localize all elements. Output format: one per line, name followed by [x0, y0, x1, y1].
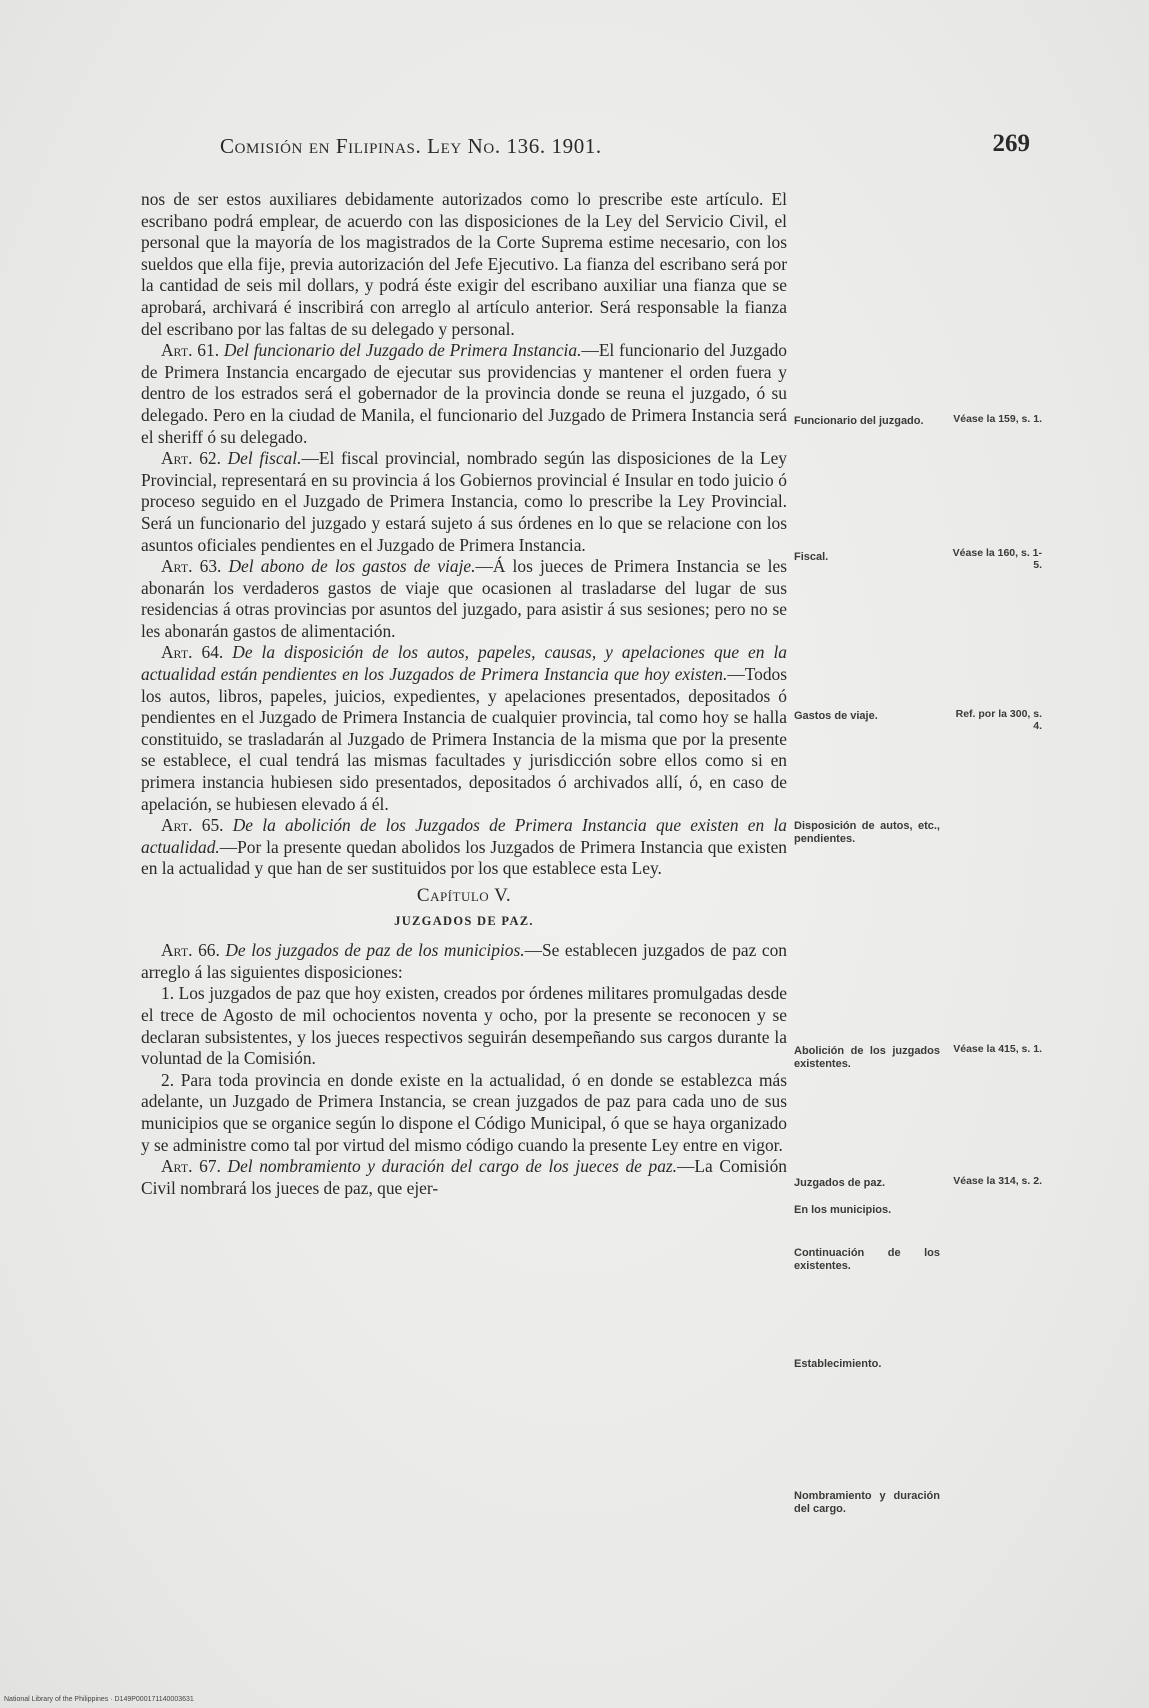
- chapter-heading: Capítulo V.: [416, 885, 512, 906]
- article-text: —El funcionario del Juzgado de Primera Instancia encargado de ejecutar sus providencias y mantener el orden fuera y dentro de los estrados será el gobernador de la provincia donde se reuna el juzgado, ó su delegado. Pero en la ciudad de Manila, el funcionario del Juzgado de Primera Instancia será el sheriff ó su delegado.: [141, 340, 787, 447]
- article-title: De los juzgados de paz de los municipios.: [225, 940, 525, 961]
- list-item-2: 2. Para toda provincia en donde existe en la actualidad, ó en donde se establezca más adelante, un Juzgado de Primera Instancia, se crean juzgados de paz para cada uno de sus municipios que se organice según lo dispone el Código Municipal, ó que se haya organizado y se administre como tal por virtud del mismo código cuando la presente Ley entre en vigor.: [141, 1069, 787, 1155]
- article-text: —Todos los autos, libros, papeles, juicios, expedientes, y apelaciones presentados, depositados ó pendientes en el Juzgado de Primera Instancia de cualquier provincia, tal como hoy se halla constituido, se trasladarán al Juzgado de Primera Instancia de la misma que por la presente se establece, el cual tendrá las mismas facultades y jurisdicción sobre ellos como si en primera instancia hubiesen sido presentados, depositados ó archivados allí, ó, en caso de apelación, se hubiesen elevado á él.: [141, 664, 787, 814]
- article-number: Art. 62.: [161, 448, 221, 469]
- reference-note: Véase la 314, s. 2.: [953, 1175, 1042, 1187]
- margin-note-gastos: Gastos de viaje.: [794, 710, 878, 722]
- reference-note: Véase la 415, s. 1.: [953, 1043, 1042, 1055]
- article-64: [141, 642, 787, 815]
- article-66: [141, 940, 787, 983]
- article-number: Art. 61.: [161, 340, 220, 361]
- article-title: De la abolición de los Juzgados de Primera Instancia que existen en la actualidad.: [141, 815, 787, 857]
- article-62: [141, 448, 787, 556]
- section-heading: JUZGADOS DE PAZ.: [394, 913, 534, 928]
- article-text: —El fiscal provincial, nombrado según las disposiciones de la Ley Provincial, representará en su provincia á los Gobiernos provincial é Insular en todo juicio ó proceso seguido en el Juzgado de Primera Instancia, como lo prescribe la Ley Provincial. Será un funcionario del juzgado y estará sujeto á sus órdenes en lo que se relacione con los asuntos oficiales pendientes en el Juzgado de Primera Instancia.: [141, 448, 787, 555]
- article-61: [141, 340, 787, 448]
- article-text: —Por la presente quedan abolidos los Juzgados de Primera Instancia que existen en la actualidad y que han de ser sustituidos por los que establece esta Ley.: [141, 836, 787, 879]
- paragraph-continuation: nos de ser estos auxiliares debidamente autorizados como lo prescribe este artículo. El escribano podrá emplear, de acuerdo con las disposiciones de la Ley del Servicio Civil, el personal que la mayoría de los magistrados de la Corte Suprema estime necesario, con los sueldos que ella fije, previa autorización del Jefe Ejecutivo. La fianza del escribano será por la cantidad de seis mil dollars, y podrá éste exigir del escribano auxiliar una fianza que se aprobará, archivará é inscribirá con arreglo al artículo anterior. Será responsable la fianza del escribano por las faltas de su delegado y personal.: [141, 189, 787, 339]
- article-text: —Á los jueces de Primera Instancia se les abonarán los verdaderos gastos de viaje que ocasionen al trasladarse del lugar de sus residencias á otras provincias por asuntos del juzgado, para asistir á sus sesiones; pero no se les abonarán gastos de alimentación.: [141, 556, 787, 641]
- margin-note-funcionario: Funcionario del juzgado.: [794, 415, 924, 427]
- reference-note: Véase la 159, s. 1.: [953, 413, 1042, 425]
- article-65: [141, 815, 787, 880]
- margin-note-fiscal: Fiscal.: [794, 551, 829, 563]
- article-title: Del nombramiento y duración del cargo de los jueces de paz.: [227, 1156, 677, 1177]
- margin-note-nombramiento: Nombramiento y duración del cargo.: [794, 1490, 940, 1515]
- article-title: Del funcionario del Juzgado de Primera Instancia.: [223, 340, 582, 361]
- article-title: Del abono de los gastos de viaje.: [228, 556, 476, 577]
- margin-note-juzgados-paz: Juzgados de paz.: [794, 1177, 886, 1189]
- article-67: [141, 1156, 787, 1199]
- margin-note-disposicion: Disposición de autos, etc., pendientes.: [794, 820, 940, 845]
- article-number: Art. 63.: [161, 556, 222, 577]
- reference-note: Véase la 160, s. 1-5.: [952, 547, 1042, 571]
- article-number: Art. 66.: [161, 940, 220, 961]
- article-63: [141, 556, 787, 642]
- reference-note: Ref. por la 300, s. 4.: [955, 708, 1042, 732]
- page-number: 269: [992, 130, 1030, 157]
- article-text: —La Comisión Civil nombrará los jueces de paz, que ejer-: [141, 1156, 787, 1198]
- margin-note-establecimiento: Establecimiento.: [794, 1358, 882, 1370]
- page-header: [220, 130, 1030, 170]
- margin-note-continuacion: Continuación de los existentes.: [794, 1247, 940, 1272]
- article-number: Art. 64.: [161, 642, 224, 663]
- article-text: —Se establecen juzgados de paz con arreglo á las siguientes disposiciones:: [141, 940, 787, 982]
- article-number: Art. 65.: [161, 815, 224, 836]
- article-title: De la disposición de los autos, papeles, causas, y apelaciones que en la actualidad están pendientes en los Juzgados de Primera Instancia que hoy existen.: [141, 642, 787, 685]
- library-credit: National Library of the Philippines · D149P000171140003631: [4, 1696, 194, 1703]
- list-item-1: 1. Los juzgados de paz que hoy existen, creados por órdenes militares promulgadas desde el trece de Agosto de mil ochocientos noventa y ocho, por la presente se reconocen y se declaran subsistentes, y los jueces respectivos seguirán desempeñando sus cargos durante la voluntad de la Comisión.: [141, 983, 787, 1069]
- margin-note-abolicion: Abolición de los juzgados existentes.: [794, 1045, 940, 1070]
- body-text: [141, 189, 787, 1199]
- running-title: Comisión en Filipinas. Ley No. 136. 1901.: [220, 134, 602, 158]
- article-title: Del fiscal.: [227, 448, 302, 469]
- margin-note-municipios: En los municipios.: [794, 1204, 892, 1216]
- article-number: Art. 67.: [161, 1156, 221, 1177]
